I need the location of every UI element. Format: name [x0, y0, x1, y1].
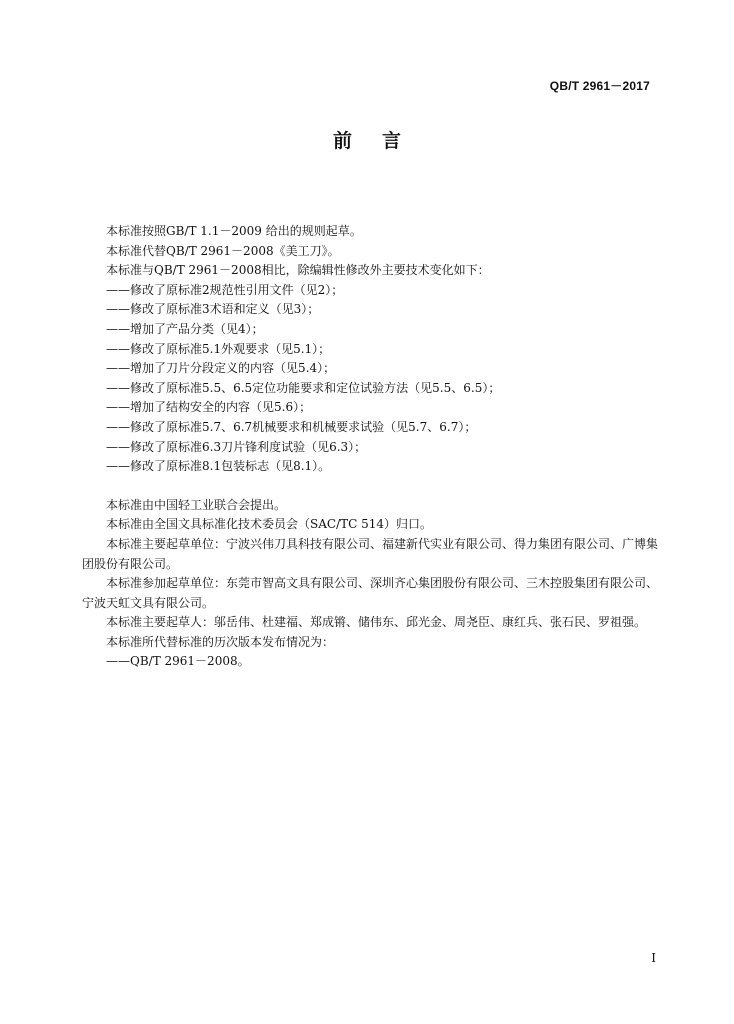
organization-paragraph: 本标准由全国文具标准化技术委员会（SAC/TC 514）归口。	[106, 517, 433, 532]
intro-paragraph: 本标准与QB/T 2961－2008相比，除编辑性修改外主要技术变化如下：	[106, 263, 490, 278]
change-item: ——修改了原标准6.3刀片锋利度试验（见6.3）；	[106, 439, 367, 454]
organization-paragraph: 本标准主要起草单位：宁波兴伟刀具科技有限公司、福建新代实业有限公司、得力集团有限公司、广博集团股份有限公司。	[82, 536, 659, 571]
change-item: ——修改了原标准3术语和定义（见3）；	[106, 302, 320, 317]
page-number: I	[651, 951, 656, 965]
standard-number: QB/T 2961－2017	[549, 79, 650, 93]
change-item: ——修改了原标准8.1包装标志（见8.1）。	[106, 459, 331, 474]
change-item: ——增加了刀片分段定义的内容（见5.4）；	[106, 361, 336, 376]
change-item: ——增加了结构安全的内容（见5.6）；	[106, 400, 312, 415]
intro-paragraph: 本标准按照GB/T 1.1－2009 给出的规则起草。	[106, 224, 362, 238]
page-title: 前言	[332, 130, 431, 152]
change-item: ——增加了产品分类（见4）；	[106, 321, 264, 336]
change-item: ——修改了原标准5.1外观要求（见5.1）；	[106, 341, 331, 356]
history-item: ——QB/T 2961－2008。	[106, 654, 250, 669]
change-item: ——修改了原标准2规范性引用文件（见2）；	[106, 282, 344, 297]
change-item: ——修改了原标准5.7、6.7机械要求和机械要求试验（见5.7、6.7）；	[106, 419, 477, 434]
organization-paragraph: 本标准所代替标准的历次版本发布情况为：	[106, 634, 335, 649]
intro-paragraph: 本标准代替QB/T 2961－2008《美工刀》。	[106, 243, 340, 258]
document-body	[82, 222, 662, 672]
organization-paragraph: 本标准由中国轻工业联合会提出。	[106, 497, 287, 512]
organization-paragraph: 本标准参加起草单位：东莞市智高文具有限公司、深圳齐心集团股份有限公司、三木控股集团有限公司、宁波天虹文具有限公司。	[82, 576, 659, 610]
change-item: ——修改了原标准5.5、6.5定位功能要求和定位试验方法（见5.5、6.5）；	[106, 380, 501, 395]
paragraph-gap	[82, 477, 662, 496]
organization-paragraph: 本标准主要起草人：邬岳伟、杜建福、郑成锵、储伟东、邱光金、周尧臣、康红兵、张石民、罗祖强。	[106, 615, 647, 630]
